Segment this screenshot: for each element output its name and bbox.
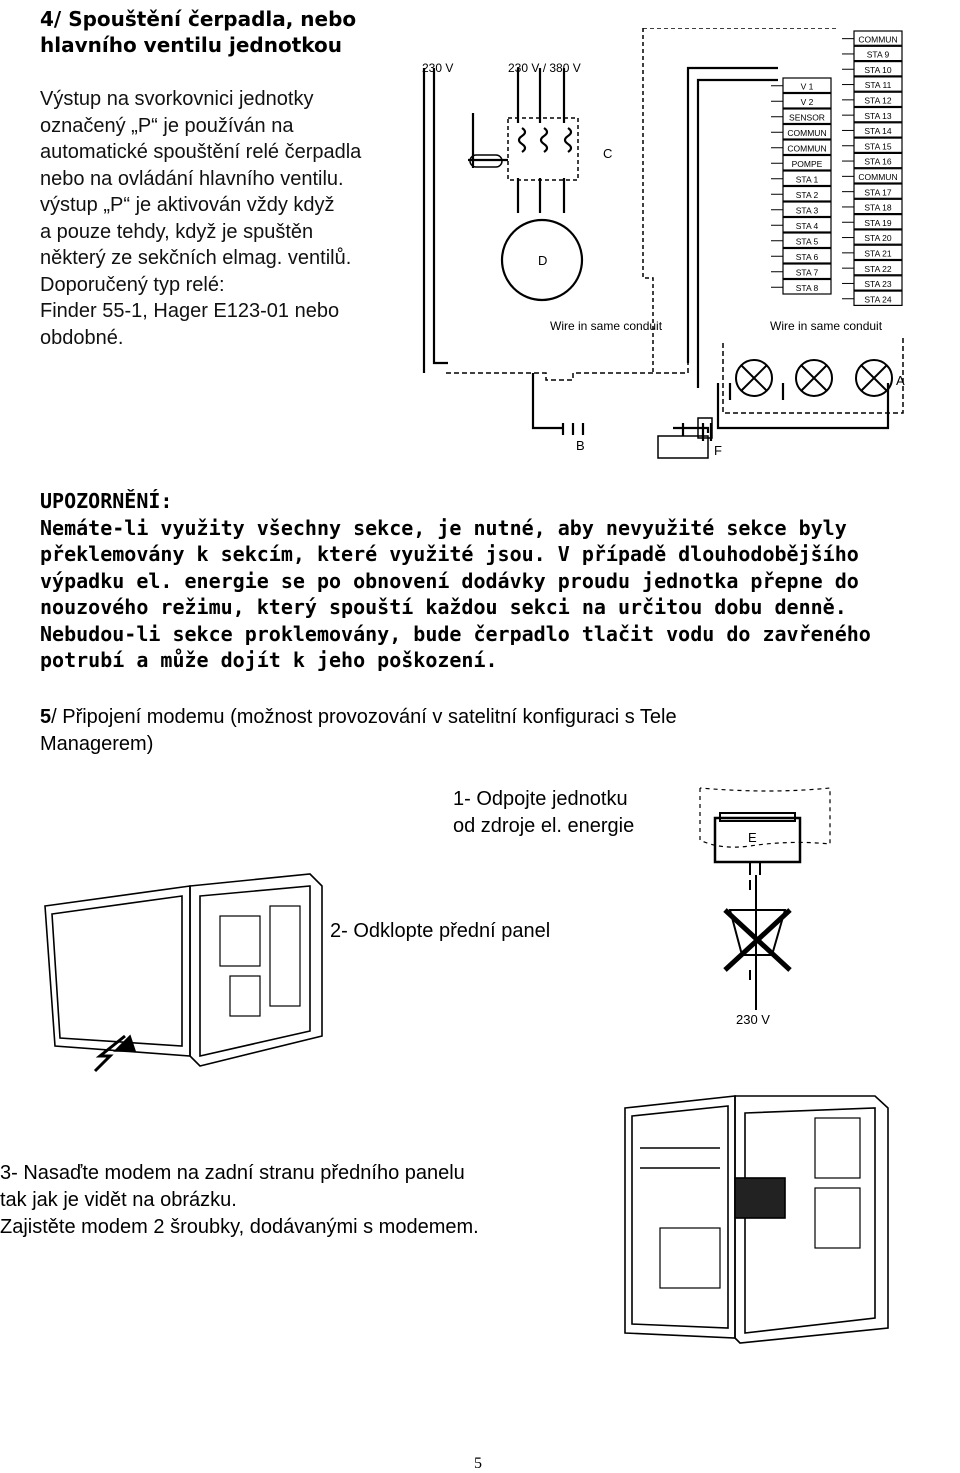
label-d: D (538, 253, 548, 268)
terminal-label: STA 13 (864, 110, 892, 121)
terminal-label: STA 17 (864, 187, 892, 198)
section-5-heading (40, 704, 940, 758)
body-line: obdobné. (40, 326, 124, 349)
section-4-number: 4 (40, 7, 54, 31)
terminal-label: STA 9 (866, 49, 890, 60)
terminal-label: STA 6 (795, 252, 819, 262)
terminal-label: STA 12 (864, 95, 892, 106)
terminal-label: STA 23 (864, 279, 892, 290)
wire-note-left: Wire in same conduit (550, 319, 663, 333)
section-4-title-line2: hlavního ventilu jednotkou (40, 33, 342, 57)
wire-note-right: Wire in same conduit (770, 319, 883, 333)
terminal-label: STA 15 (864, 141, 892, 152)
terminal-label: STA 20 (864, 233, 892, 244)
section-4-heading (40, 6, 420, 58)
terminal-label: STA 1 (795, 174, 819, 185)
label-230v-fig: 230 V (736, 1012, 770, 1027)
step-3-line1: 3- Nasaďte modem na zadní stranu předního panelu (0, 1162, 465, 1184)
transformer-figure (690, 780, 840, 1030)
step-1-line2: od zdroje el. energie (453, 815, 635, 837)
terminal-label: STA 21 (864, 248, 892, 259)
body-line: některý ze sekčních elmag. ventilů. (40, 247, 352, 269)
label-f: F (714, 443, 722, 458)
label-a: A (896, 373, 905, 388)
pump-wiring-diagram (418, 28, 908, 473)
terminal-label: POMPE (791, 159, 823, 169)
step-1 (453, 786, 634, 840)
step-3-line2: tak jak je vidět na obrázku. (0, 1189, 237, 1211)
terminal-label: STA 10 (864, 64, 892, 75)
label-b: B (576, 438, 585, 453)
body-line: Výstup na svorkovnici jednotky (40, 88, 314, 110)
section-5-number: 5 (40, 706, 52, 728)
terminal-label: COMMUN (787, 128, 827, 138)
body-line: Doporučený typ relé: (40, 273, 225, 296)
warning-line: Nebudou-li sekce proklemovány, bude čerpadlo tlačit vodu do zavřeného (40, 621, 871, 646)
terminal-label: STA 18 (864, 202, 892, 213)
terminal-strip-right (842, 31, 902, 305)
label-c: C (603, 146, 613, 161)
terminal-label: STA 8 (795, 283, 819, 293)
body-line: označený „P“ je používán na (40, 114, 294, 137)
terminal-label: STA 11 (864, 80, 892, 91)
warning-title: UPOZORNĚNÍ: (40, 489, 173, 513)
terminal-label: STA 5 (795, 236, 819, 247)
section-5-title-line1: / Připojení modemu (možnost provozování v satelitní konfiguraci s Tele (51, 706, 677, 728)
warning-line: výpadku el. energie se po obnovení dodávky proudu jednotka přepne do (40, 568, 859, 593)
terminal-strip-left (771, 78, 831, 294)
body-line: výstup „P“ je aktivován vždy když (40, 194, 335, 216)
warning-block (40, 488, 955, 674)
terminal-label: STA 3 (795, 205, 819, 216)
terminal-label: STA 22 (864, 263, 892, 274)
terminal-label: V 2 (800, 97, 814, 107)
terminal-label: STA 7 (795, 267, 819, 278)
body-line: automatické spouštění relé čerpadla (40, 141, 362, 163)
section-4-title-line1: / Spouštění čerpadla, nebo (53, 7, 357, 31)
terminal-label: COMMUN (858, 34, 898, 45)
terminal-label: SENSOR (789, 112, 825, 123)
terminal-label: V 1 (800, 81, 814, 92)
warning-line: Nemáte-li využity všechny sekce, je nutné, aby nevyužité sekce byly (40, 515, 847, 540)
step-2: 2- Odklopte přední panel (330, 920, 551, 942)
controller-modem-figure (620, 1088, 890, 1348)
terminal-label: STA 19 (864, 217, 892, 228)
terminal-label: STA 24 (864, 294, 892, 305)
section-5-title-line2: Managerem) (40, 733, 154, 755)
label-230v: 230 V (422, 61, 454, 75)
terminal-label: COMMUN (787, 143, 827, 154)
label-230-380v: 230 V / 380 V (508, 61, 581, 75)
terminal-label: COMMUN (858, 172, 898, 182)
body-line: Finder 55-1, Hager E123-01 nebo (40, 300, 340, 322)
label-e: E (748, 830, 757, 845)
warning-line: nouzového režimu, který spouští každou sekci na určitou dobu denně. (40, 595, 847, 619)
controller-open-figure (40, 866, 330, 1076)
terminal-label: STA 16 (864, 156, 892, 167)
step-3 (0, 1160, 479, 1241)
terminal-label: STA 2 (795, 190, 819, 200)
body-line: nebo na ovládání hlavního ventilu. (40, 167, 344, 190)
terminal-label: STA 4 (795, 221, 819, 231)
step-3-line3: Zajistěte modem 2 šroubky, dodávanými s modemem. (0, 1216, 479, 1238)
section-4-body (40, 86, 425, 351)
page-number: 5 (474, 1455, 482, 1472)
warning-line: překlemovány k sekcím, které využité jsou. V případě dlouhodobějšího (40, 542, 859, 566)
terminal-label: STA 14 (864, 126, 892, 137)
step-1-line1: 1- Odpojte jednotku (453, 788, 628, 810)
body-line: a pouze tehdy, když je spuštěn (40, 220, 314, 243)
warning-line: potrubí a může dojít k jeho poškození. (40, 648, 498, 672)
